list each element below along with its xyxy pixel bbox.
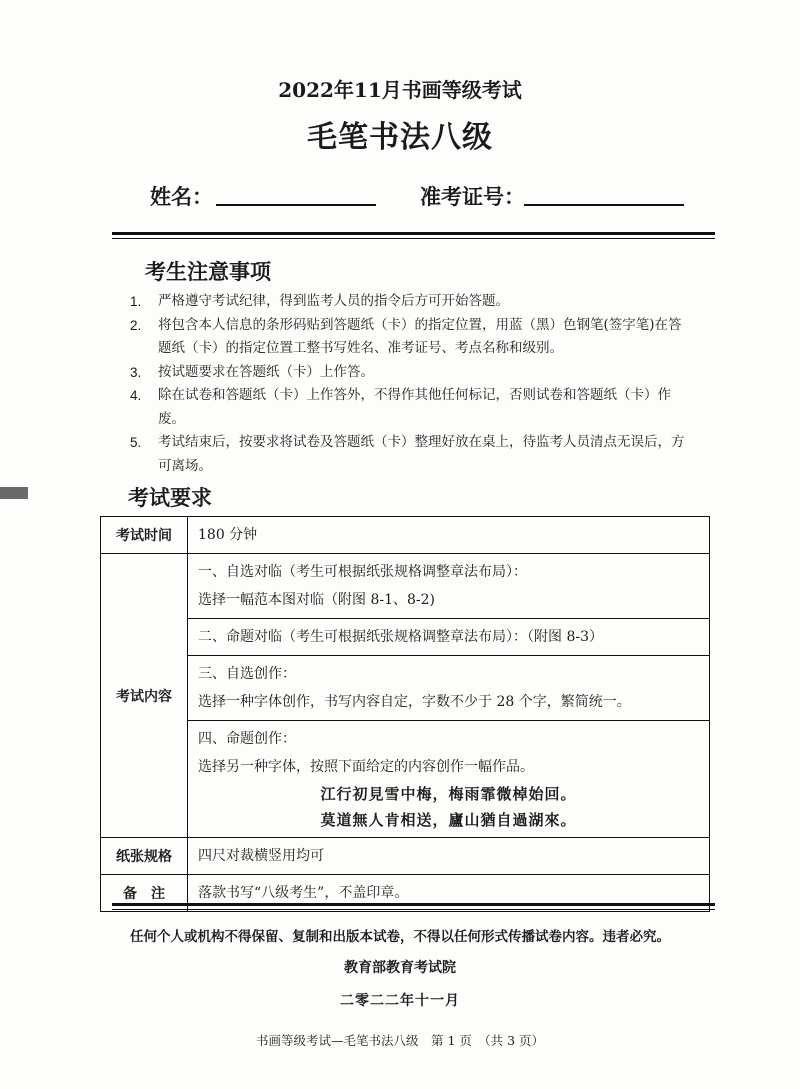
content-item-4-detail: 选择另一种字体，按照下面给定的内容创作一幅作品。: [198, 759, 534, 775]
header-divider-thin: [112, 238, 715, 239]
content-item-4-title: 四、命题创作：: [198, 731, 296, 747]
exam-title: 2022年11月书画等级考试: [278, 78, 522, 102]
content-item-3-detail: 选择一种字体创作，书写内容自定，字数不少于 28 个字，繁简统一。: [198, 694, 631, 710]
content-item-4: [188, 721, 710, 838]
copyright-notice: 任何个人或机构不得保留、复制和出版本试卷，不得以任何形式传播试卷内容。违者必究。: [130, 929, 670, 945]
note-number: 1.: [130, 294, 142, 309]
notes-heading: 考生注意事项: [145, 259, 271, 284]
time-value: 180 分钟: [188, 517, 710, 554]
scan-edge-mark: [0, 487, 28, 499]
poem-line-1: 江行初見雪中梅，梅雨霏微棹始回。: [320, 785, 577, 803]
name-label: 姓名：: [150, 184, 213, 209]
poem-line-2: 莫道無人肯相送，廬山猶自過湖來。: [320, 811, 577, 829]
note-text: 按试题要求在答题纸（卡）上作答。: [158, 363, 374, 380]
content-item-3: [188, 656, 710, 721]
note-number: 3.: [130, 364, 142, 380]
content-item-1-detail: 选择一幅范本图对临（附图 8-1、8-2): [198, 592, 436, 608]
note-text: 将包含本人信息的条形码贴到答题纸（卡）的指定位置，用蓝（黑）色钢笔(签字笔)在答题纸（卡）的指定位置工整书写姓名、准考证号、考点名称和级别。: [158, 316, 682, 356]
table-row: [101, 838, 710, 875]
remark-value: 落款书写“八级考生”，不盖印章。: [188, 875, 710, 912]
table-row: [101, 554, 710, 619]
note-text: 除在试卷和答题纸（卡）上作答外，不得作其他任何标记，否则试卷和答题纸（卡）作废。: [158, 387, 671, 427]
content-item-2: [188, 619, 710, 656]
note-number: 2.: [130, 317, 142, 333]
content-label: 考试内容: [101, 554, 188, 838]
requirements-heading: 考试要求: [128, 485, 212, 510]
note-item: [130, 314, 690, 361]
table-row: [101, 721, 710, 838]
note-text: 严格遵守考试纪律，得到监考人员的指令后方可开始答题。: [158, 293, 509, 309]
content-item-3-title: 三、自选创作：: [198, 666, 296, 682]
note-item: [130, 290, 690, 314]
footer-divider-thin: [112, 909, 715, 910]
content-item-1: [188, 554, 710, 619]
requirements-table: [100, 516, 710, 912]
note-number: 4.: [130, 388, 142, 403]
page-info: 书画等级考试—毛笔书法八级 第 1 页 （共 3 页）: [255, 1033, 545, 1048]
note-item: [130, 431, 690, 478]
exam-id-field[interactable]: [524, 204, 684, 206]
content-item-1-title: 一、自选对临（考生可根据纸张规格调整章法布局）：: [198, 564, 527, 580]
exam-id-label: 准考证号：: [420, 184, 525, 209]
paper-value: 四尺对裁横竖用均可: [188, 838, 710, 875]
note-number: 5.: [130, 435, 142, 450]
content-item-2-title: 二、命题对临（考生可根据纸张规格调整章法布局）：（附图 8-3）: [198, 629, 603, 645]
remark-label: 备 注: [101, 875, 188, 912]
notes-list: [130, 290, 690, 478]
name-field[interactable]: [216, 204, 376, 206]
issue-date: 二零二二年十一月: [340, 993, 460, 1009]
header-divider: [112, 232, 715, 235]
note-item: [130, 361, 690, 385]
table-row: [101, 619, 710, 656]
table-row: [101, 656, 710, 721]
exam-level-title: 毛笔书法八级: [307, 120, 493, 155]
time-label: 考试时间: [101, 517, 188, 554]
note-item: [130, 384, 690, 431]
footer-divider: [112, 903, 715, 906]
table-row: [101, 517, 710, 554]
note-text: 考试结束后，按要求将试卷及答题纸（卡）整理好放在桌上，待监考人员清点无误后，方可离场。: [158, 434, 685, 474]
issuing-organization: 教育部教育考试院: [344, 960, 456, 976]
paper-label: 纸张规格: [101, 838, 188, 875]
